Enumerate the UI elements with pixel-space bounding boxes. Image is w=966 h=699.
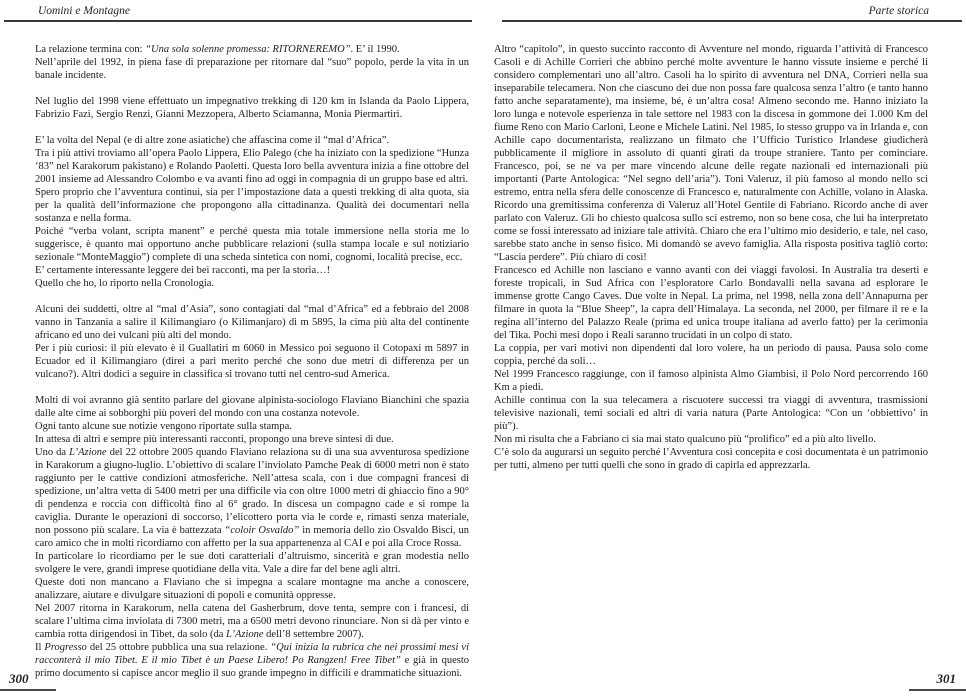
paragraph: Quello che ho, lo riporto nella Cronologia. xyxy=(35,278,215,289)
footer-rule-left xyxy=(0,689,56,691)
paragraph: Achille continua con la sua telecamera a riscuotere successi tra viaggi di avventura, trasmissioni televisive nazionali, temi sociali ed altri di varia natura (Parte Antologica: “Con un ‘obbiettivo’ in più”). xyxy=(494,395,928,432)
paragraph: Ogni tanto alcune sue notizie vengono riportate sulla stampa. xyxy=(35,421,292,432)
paragraph-block xyxy=(35,95,469,121)
paragraph-block xyxy=(35,303,469,381)
paragraph: Nel 2007 ritorna in Karakorum, nella catena del Gasherbrum, dove tenta, sempre con i francesi, di scalare l’ultima cima inviolata di 7300 metri, ma a 6500 metri devono rinunciare. Non si dà per vinto e cambia rotta dirigendosi in Tibet, da solo (da L’Azione dell’8 settembre 2007). xyxy=(35,603,469,640)
page-number-right: 301 xyxy=(936,671,956,686)
running-head-right: Parte storica xyxy=(868,5,929,17)
paragraph: Francesco ed Achille non lasciano e vanno avanti con dei viaggi favolosi. In Australia tra deserti e foreste tropicali, in Sud Africa con l’esploratore Carlo Bondavalli nella savana ad esplorare le immense grotte Cango Caves. Due volte in Nepal. La prima, nel 1998, nella zona dell’Annapurna per filmare in quota la “Blue Sheep”, la capra dell’Himalaya. La seconda, nel 2000, per filmare il re e la regina all’interno del Palazzo Reale (prima ed unica troupe italiana ad averlo fatto) per la cerimonia del Tika. Pochi mesi dopo i Reali saranno trucidati in un colpo di stato. xyxy=(494,265,928,341)
paragraph: In attesa di altri e sempre più interessanti racconti, propongo una breve sintesi di due. xyxy=(35,434,394,445)
running-head-left: Uomini e Montagne xyxy=(38,5,130,17)
paragraph-block xyxy=(35,43,469,82)
header-rule-left xyxy=(4,20,472,22)
paragraph-block xyxy=(35,134,469,290)
paragraph: Molti di voi avranno già sentito parlare del giovane alpinista-sociologo Flaviano Bianchini che spazia dalle alte cime ai sobborghi più poveri del mondo con una costanza notevole. xyxy=(35,395,469,419)
paragraph: Tra i più attivi troviamo all’opera Paolo Lippera, Elio Palego (che ha iniziato con la spedizione “Hunza ‘83” nel Karakorum pakistano) e Rolando Paoletti. Questa loro bella avventura inizia a fine ottobre del 2001 insieme ad Alessandro Colombo e va avanti fino ad oggi in compagnia di un gruppo base ed altri. xyxy=(35,148,469,185)
left-page-text-column xyxy=(35,43,469,680)
paragraph: E’ la volta del Nepal (e di altre zone asiatiche) che affascina come il “mal d’Africa”. xyxy=(35,135,390,146)
footer-rule-right xyxy=(909,689,966,691)
paragraph-block xyxy=(494,43,928,472)
paragraph: Queste doti non mancano a Flaviano che si impegna a scalare montagne ma anche a conoscere, analizzare, aiutare e divulgare situazioni di popoli e comunità oppresse. xyxy=(35,577,469,601)
paragraph: Per i più curiosi: il più elevato è il Guallatiri m 6060 in Messico poi seguono il Cotopaxi m 5897 in Ecuador ed il Kilimangiaro (direi a pari merito perché che sono due metri di differenza per un vulcano?). Altri dodici a seguire in classifica si trovano tutti nel centro-sud America. xyxy=(35,343,469,380)
paragraph: Il Progresso del 25 ottobre pubblica una sua relazione. “Qui inizia la rubrica che nei prossimi mesi vi racconterà il mio Tibet. E il mio Tibet è un Paese Libero! Po Rangzen! Free Tibet” e già in questo primo documento si capisce ancor meglio il suo grande impegno in difficili e drammatiche situazioni. xyxy=(35,642,469,679)
paragraph: La coppia, per vari motivi non dipendenti dal loro volere, ha un periodo di pausa. Pausa solo come coppia, perché da soli… xyxy=(494,343,928,367)
paragraph: Spero proprio che l’avventura continui, sia per l’impostazione data a questi trekking di alta quota, sia per la qualità dell’informazione che propongono alla cittadinanza. Qualità dei documentari nella sostanza e nella forma. xyxy=(35,187,469,224)
paragraph: La relazione termina con: “Una sola solenne promessa: RITORNEREMO”. E’ il 1990. xyxy=(35,44,400,55)
paragraph: Nel 1999 Francesco raggiunge, con il famoso alpinista Almo Giambisi, il Polo Nord percorrendo 160 Km a piedi. xyxy=(494,369,928,393)
header-rule-right xyxy=(502,20,962,22)
paragraph: Nell’aprile del 1992, in piena fase di preparazione per ritornare dal “suo” popolo, perde la vita in un banale incidente. xyxy=(35,57,469,81)
paragraph: Non mi risulta che a Fabriano ci sia mai stato qualcuno più “prolifico” ed a più alto livello. xyxy=(494,434,876,445)
right-page-text-column xyxy=(494,43,928,472)
page-number-left: 300 xyxy=(9,671,29,686)
paragraph-block xyxy=(35,394,469,680)
paragraph: Poiché “verba volant, scripta manent” e perché questa mia totale immersione nella storia me lo suggerisce, è quanto mai opportuno anche pubblicare relazioni (sulla stampa locale e sul notiziario sezionale “MonteMaggio”) complete di una scheda sintetica con nomi, cognomi, località precise, ecc. xyxy=(35,226,469,263)
paragraph: Altro “capitolo”, in questo succinto racconto di Avventure nel mondo, riguarda l’attività di Francesco Casoli e di Achille Corrieri che abbino perché molte avventure le hanno vissute insieme e perché li considero complementari uno all’altro. Casoli ha lo spirito di avventura nel DNA, Corrieri nella sua inseparabile telecamera. Non che ciascuno dei due non possa fare qualcosa senza l’altro (e tanto hanno fatto anche separatamente), ma insieme, bé, è un’altra cosa! Almeno secondo me. Hanno iniziato la loro lunga e notevole esperienza in tale settore nel 1983 con la discesa in gommone dei 1.000 Km del fiume Reno con Mario Carloni, Leone e Michele Latini. Nel 1985, lo stesso gruppo va in Irlanda e, con Achille capo documentarista, realizzano un filmato che l’Ufficio Turistico Irlandese giudicherà pubblicamente il migliore in assoluto di quanti girati da troupe straniere. Tanto per cominciare. Francesco, poi, se ne va per mare vincendo alcune delle regate nazionali ed internazionali più importanti (Parte Antologica: “Nel segno dell’aria”). Toni Valeruz, il più famoso al mondo nello sci estremo, entra nella sfera delle conoscenze di Francesco e, naturalmente con Achille, volano in Alaska. Ricordo una gremitissima conferenza di Valeruz all’Hotel Gentile di Fabriano. Ricordo anche di aver parlato con Valeruz. Gli ho chiesto qualcosa sullo sci estremo, non so bene cosa, che lui ha interpretato come se fossi interessato ad iniziare tale attività. Chiaro che era l’ultimo mio desiderio, e tale, nel caso, sarebbe stato anche in senso fisico. Mi domandò se avevo famiglia. Alla risposta positiva tagliò corto: “Lascia perdere”. Più chiaro di così! xyxy=(494,44,928,263)
paragraph: C’è solo da augurarsi un seguito perché l’Avventura così concepita e così documentata è un patrimonio per tutti, almeno per tutti quelli che sono in grado di capirla ed apprezzarla. xyxy=(494,447,928,471)
paragraph: Uno da L’Azione del 22 ottobre 2005 quando Flaviano relaziona su di una sua avventurosa spedizione in Karakorum a giugno-luglio. L’obiettivo di scalare l’inviolato Pamche Peak di 6000 metri non è stato raggiunto per le cattive condizioni atmosferiche. Nell’attesa scala, con i due compagni francesi di spedizione, un’altra vetta di 5400 metri per una difficile via con oltre 1000 metri di ghiaccio fino a 90° di pendenza e roccia con difficoltà fino al 6° grado. In discesa un compagno cade e si rompe la caviglia. Durante le operazioni di soccorso, l’elicottero porta via le corde e, rimasti senza materiale, non possono più scalare. La via è battezzata “coloir Osvaldo” in memoria dello zio Osvaldo Bisci, un caro amico che in molti ricordiamo con affetto per la sua appartenenza al CAI e poi alla Croce Rossa. xyxy=(35,447,469,549)
paragraph: Nel luglio del 1998 viene effettuato un impegnativo trekking di 120 km in Islanda da Paolo Lippera, Fabrizio Fazi, Sergio Renzi, Gianni Mezzopera, Alberto Sciamanna, Monia Piermartiri. xyxy=(35,96,469,120)
paragraph: E’ certamente interessante leggere dei bei racconti, ma per la storia…! xyxy=(35,265,331,276)
paragraph: In particolare lo ricordiamo per le sue doti caratteriali d’altruismo, sincerità e gran modestia nello svolgere le vere, grandi imprese quotidiane della vita. Vale a dire far del bene agli altri. xyxy=(35,551,469,575)
paragraph: Alcuni dei suddetti, oltre al “mal d’Asia”, sono contagiati dal “mal d’Africa” ed a febbraio del 2008 vanno in Tanzania a salire il Kilimangiaro (o Kilimanjaro) di m 5895, la cima più alta del continente africano ed uno dei vulcani più alti del mondo. xyxy=(35,304,469,341)
